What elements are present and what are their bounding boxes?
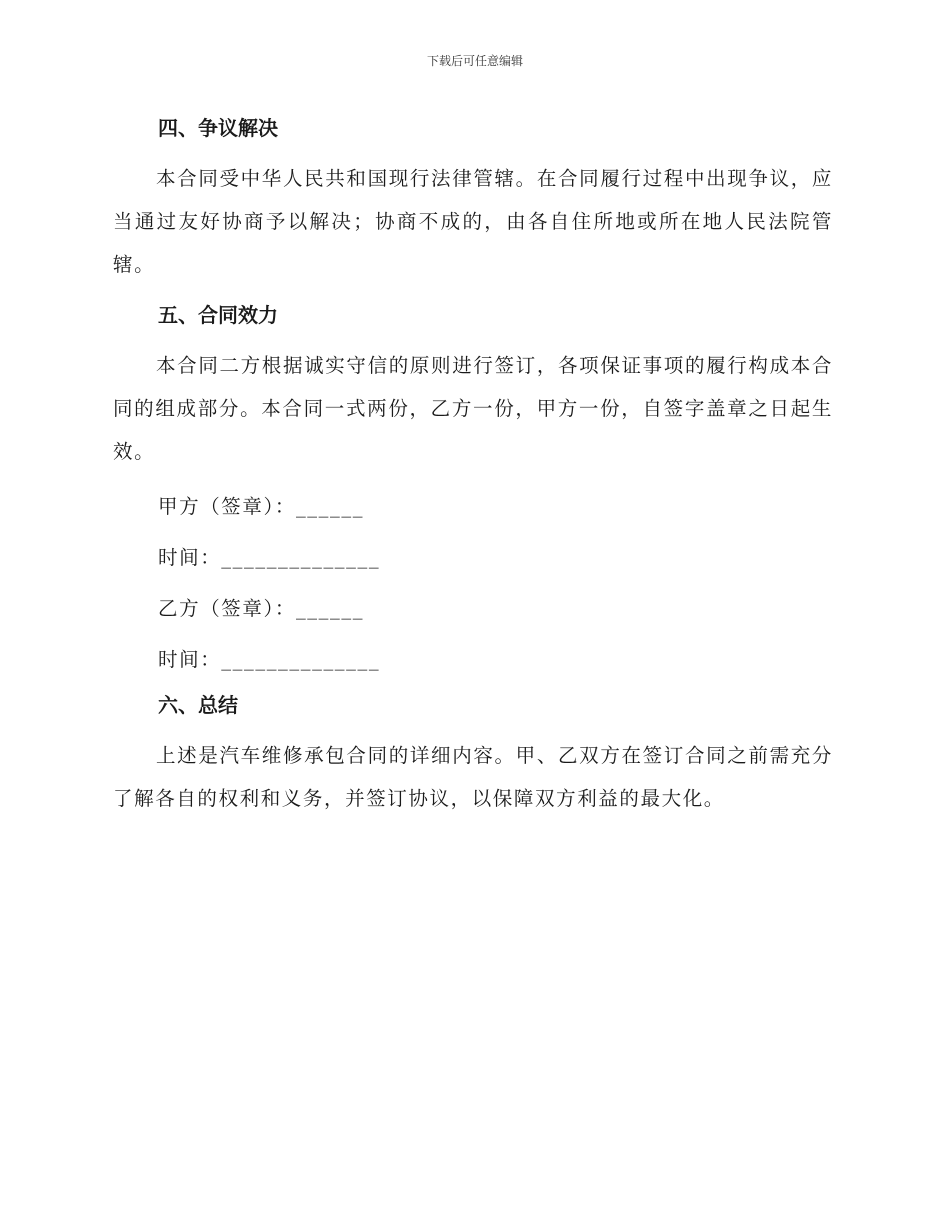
party-a-time: 时间：______________ [158, 546, 381, 569]
section-body-dispute: 本合同受中华人民共和国现行法律管辖。在合同履行过程中出现争议，应当通过友好协商予以解决；协商不成的，由各自住所地或所在地人民法院管辖。 [113, 167, 833, 276]
page-header: 下载后可任意编辑 [426, 54, 523, 68]
party-b-signature: 乙方（签章）：______ [158, 597, 365, 620]
party-b-time: 时间：______________ [158, 648, 381, 671]
section-heading-dispute: 四、争议解决 [158, 116, 278, 140]
section-heading-effect: 五、合同效力 [158, 303, 278, 327]
section-body-summary: 上述是汽车维修承包合同的详细内容。甲、乙双方在签订合同之前需充分了解各自的权利和义务，并签订协议，以保障双方利益的最大化。 [113, 744, 833, 810]
document-body [113, 108, 833, 820]
section-body-effect: 本合同二方根据诚实守信的原则进行签订，各项保证事项的履行构成本合同的组成部分。本合同一式两份，乙方一份，甲方一份，自签字盖章之日起生效。 [113, 354, 833, 463]
section-heading-summary: 六、总结 [158, 693, 238, 717]
party-a-signature: 甲方（签章）：______ [158, 495, 365, 518]
